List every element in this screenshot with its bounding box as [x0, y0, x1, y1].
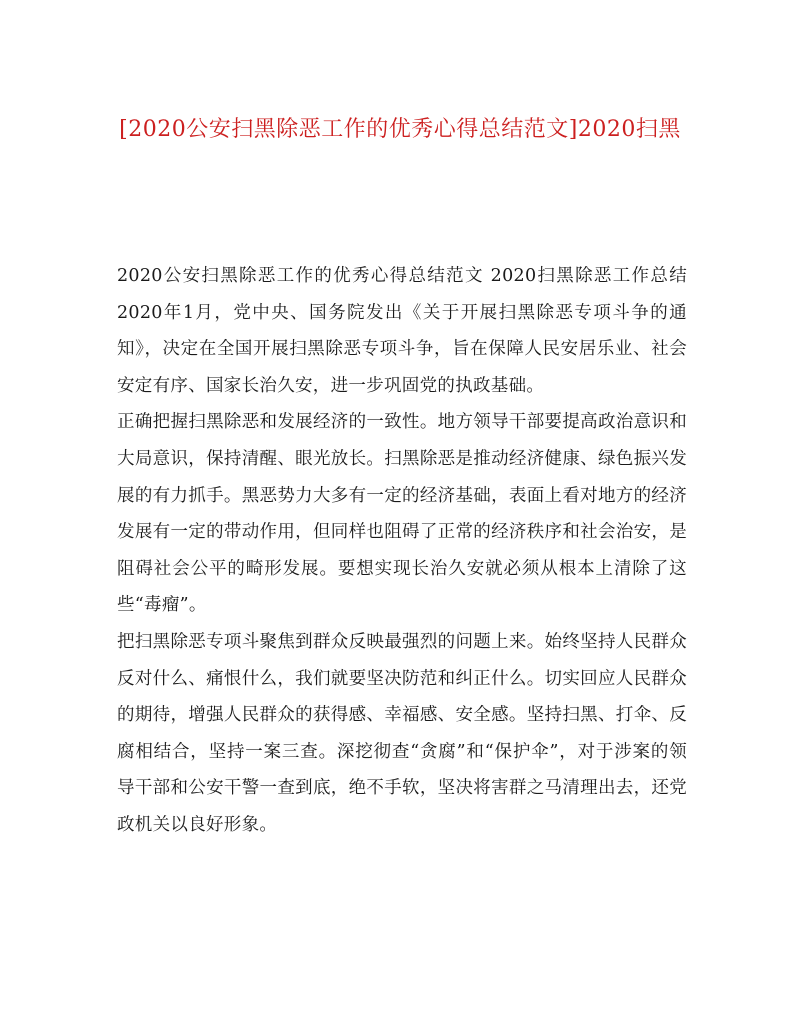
paragraph-3: 把扫黑除恶专项斗聚焦到群众反映最强烈的问题上来。始终坚持人民群众反对什么、痛恨什么，我们就要坚决防范和纠正什么。切实回应人民群众的期待，增强人民群众的获得感、幸福感、安全感。坚持扫黑、打伞、反腐相结合，坚持一案三查。深挖彻查“贪腐”和“保护伞”，对于涉案的领导干部和公安干警一查到底，绝不手软，坚决将害群之马清理出去，还党政机关以良好形象。	[117, 631, 687, 835]
document-body	[117, 258, 687, 844]
paragraph-2: 正确把握扫黑除恶和发展经济的一致性。地方领导干部要提高政治意识和大局意识，保持清醒、眼光放长。扫黑除恶是推动经济健康、绿色振兴发展的有力抓手。黑恶势力大多有一定的经济基础，表面上看对地方的经济发展有一定的带动作用，但同样也阻碍了正常的经济秩序和社会治安，是阻碍社会公平的畸形发展。要想实现长治久安就必须从根本上清除了这些“毒瘤”。	[117, 412, 687, 616]
document-title: [2020公安扫黑除恶工作的优秀心得总结范文]2020扫黑	[119, 117, 681, 142]
paragraph-1: 2020公安扫黑除恶工作的优秀心得总结范文 2020扫黑除恶工作总结2020年1月，党中央、国务院发出《关于开展扫黑除恶专项斗争的通知》，决定在全国开展扫黑除恶专项斗争，旨在保障人民安居乐业、社会安定有序、国家长治久安，进一步巩固党的执政基础。	[117, 266, 687, 396]
